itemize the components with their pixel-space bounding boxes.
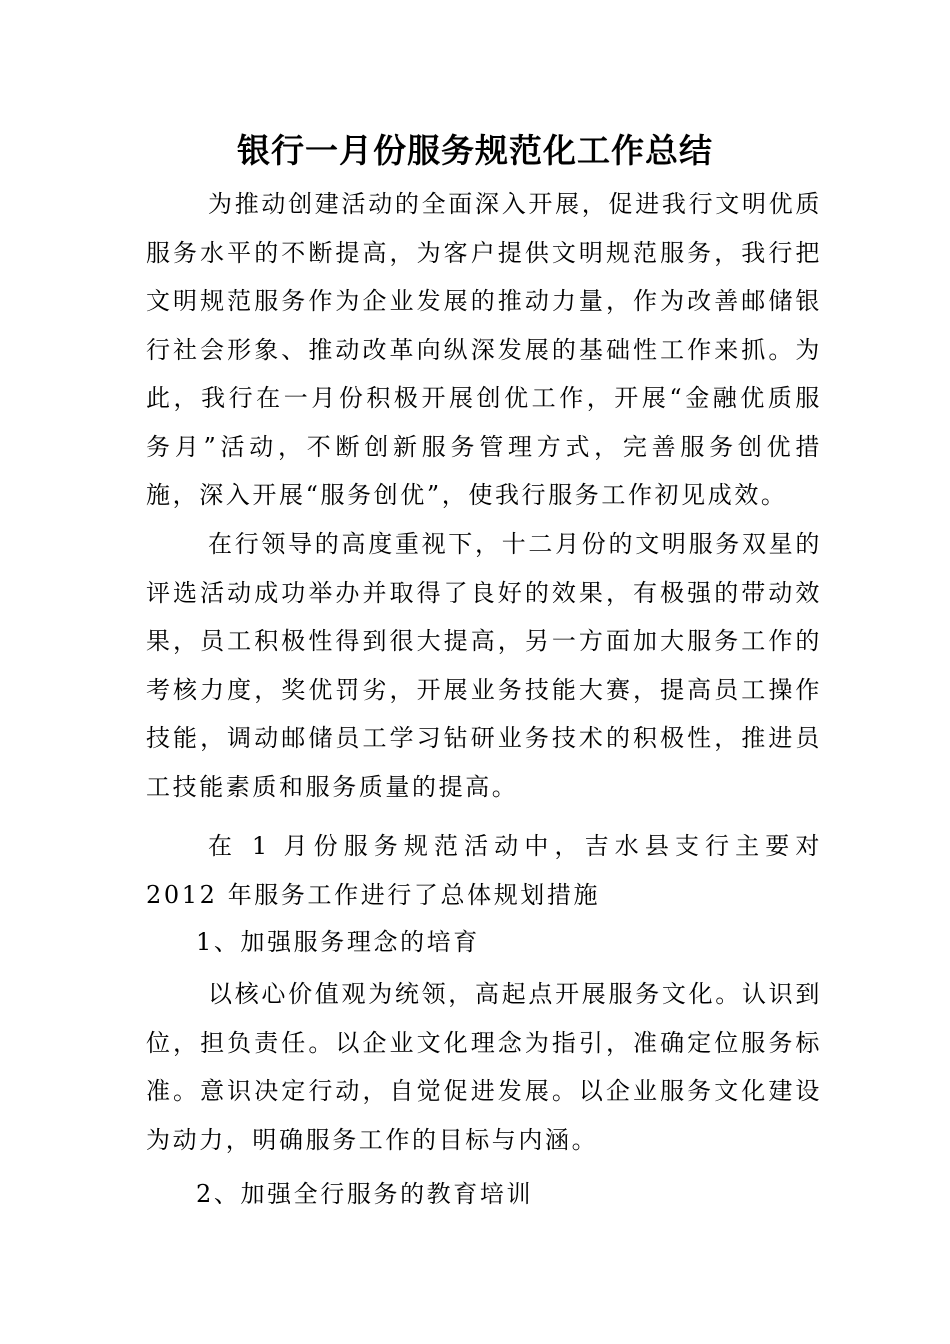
paragraph-plan: 在 1 月份服务规范活动中，吉水县支行主要对 2012 年服务工作进行了总体规划措施 [146, 832, 822, 909]
section-1-text: 以核心价值观为统领，高起点开展服务文化。认识到位，担负责任。以企业文化理念为指引，准确定位服务标准。意识决定行动，自觉促进发展。以企业服务文化建设为动力，明确服务工作的目标与内涵。 [146, 980, 822, 1154]
body-section-6 [146, 1170, 822, 1219]
paragraph-intro: 为推动创建活动的全面深入开展，促进我行文明优质服务水平的不断提高，为客户提供文明规范服务，我行把文明规范服务作为企业发展的推动力量，作为改善邮储银行社会形象、推动改革向纵深发展的基础性工作来抓。为此，我行在一月份积极开展创优工作，开展“金融优质服务月”活动，不断创新服务管理方式，完善服务创优措施，深入开展“服务创优”，使我行服务工作初见成效。 [146, 190, 822, 509]
paragraph-leadership: 在行领导的高度重视下，十二月份的文明服务双星的评选活动成功举办并取得了良好的效果，有极强的带动效果，员工积极性得到很大提高，另一方面加大服务工作的考核力度，奖优罚劣，开展业务技能大赛，提高员工操作技能，调动邮储员工学习钻研业务技术的积极性，推进员工技能素质和服务质量的提高。 [146, 530, 822, 801]
section-2-heading: 2、加强全行服务的教育培训 [196, 1180, 534, 1208]
section-1-heading: 1、加强服务理念的培育 [196, 928, 480, 956]
body-section-5 [146, 970, 822, 1164]
document-title: 银行一月份服务规范化工作总结 [237, 131, 713, 170]
body-section-4 [146, 918, 822, 967]
body-section-3 [146, 822, 822, 919]
body-section-2 [146, 520, 822, 811]
body-section-1 [146, 180, 822, 520]
